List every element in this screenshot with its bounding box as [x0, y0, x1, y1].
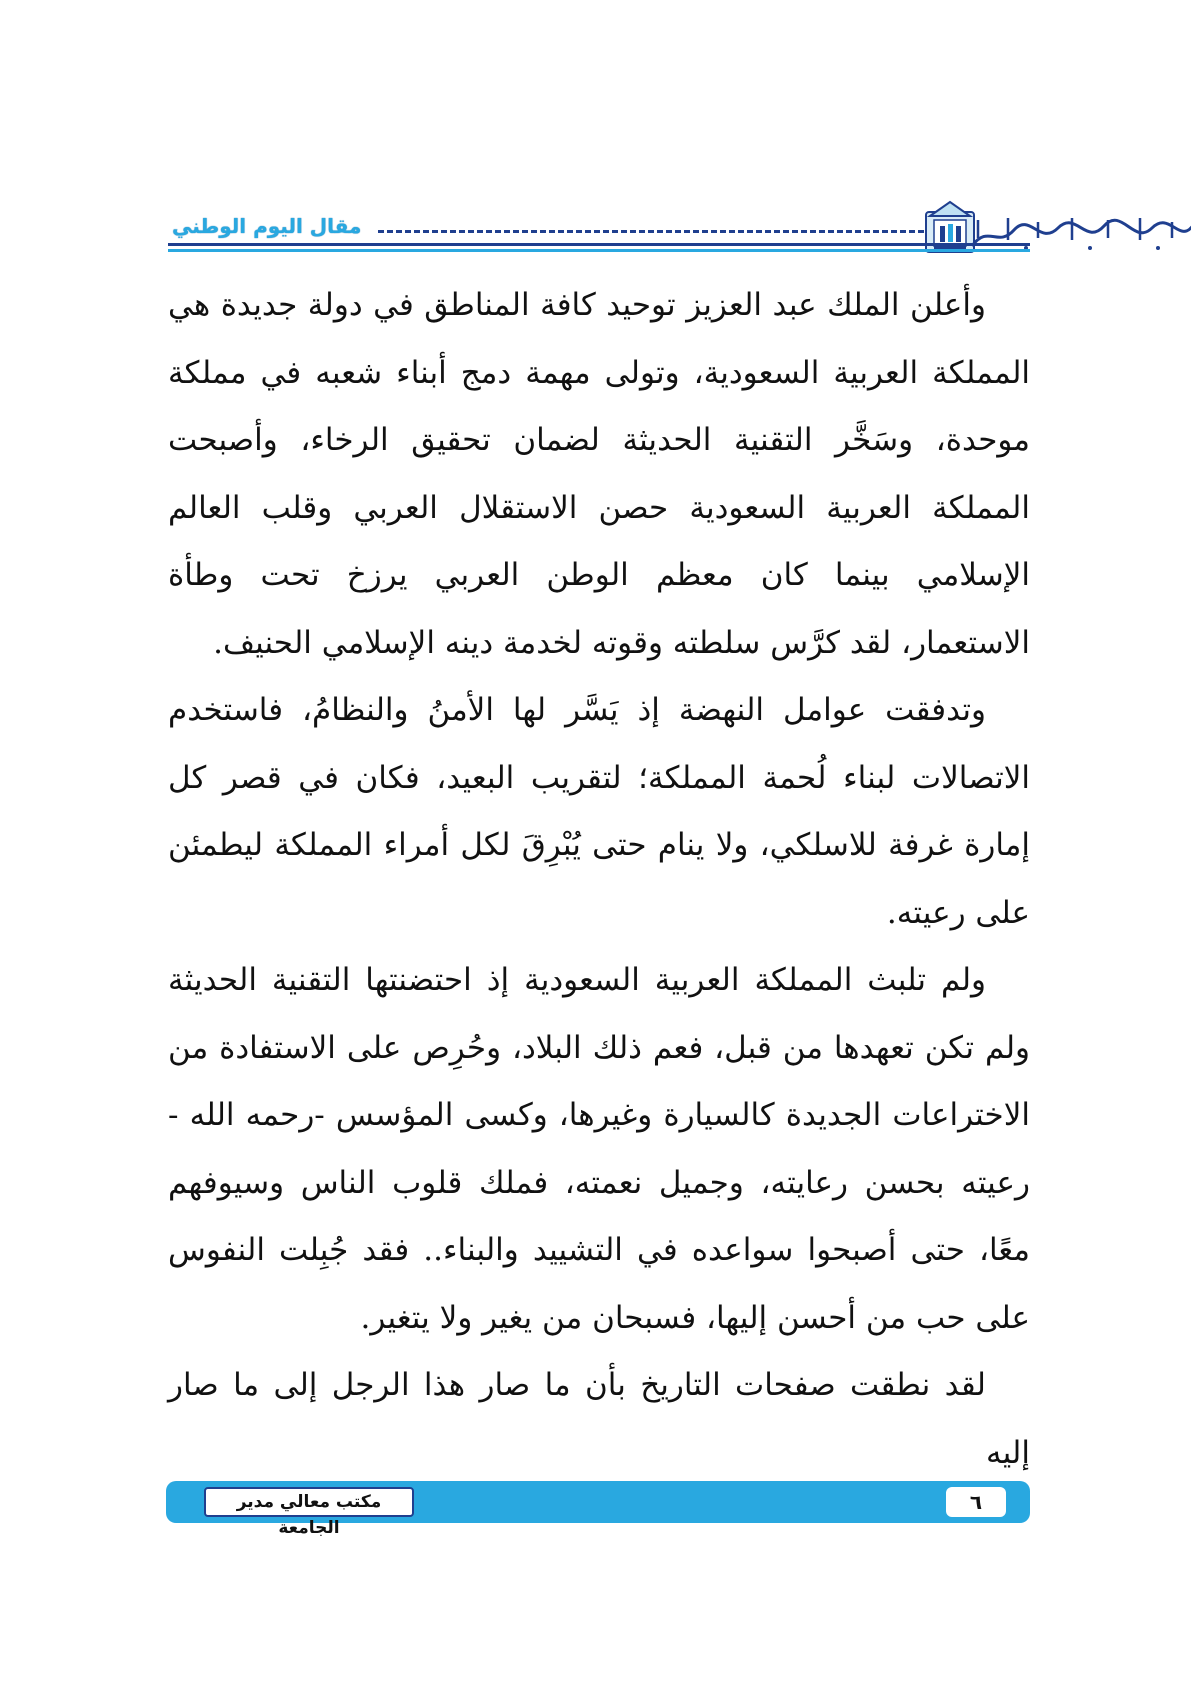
paragraph: لقد نطقت صفحات التاريخ بأن ما صار هذا الرجل إلى ما صار إليه: [168, 1367, 1030, 1471]
article-body: [168, 272, 1030, 1487]
header-title: مقال اليوم الوطني: [172, 214, 362, 238]
paragraph: وتدفقت عوامل النهضة إذ يَسَّر لها الأمنُ والنظامُ، فاستخدم الاتصالات لبناء لُحمة المملكة؛ لتقريب البعيد، فكان في قصر كل إمارة غرفة للاسلكي، ولا ينام حتى يُبْرِقَ لكل أمراء المملكة ليطمئن على رعيته.: [168, 692, 1030, 931]
header-rule-dark: [168, 243, 1030, 246]
university-calligraphy-logo: [968, 216, 1191, 252]
page-footer: [166, 1481, 1030, 1538]
paragraph: ولم تلبث المملكة العربية السعودية إذ احتضنتها التقنية الحديثة ولم تكن تعهدها من قبل، فعم ذلك البلاد، وحُرِص على الاستفادة من الاختراعات الجديدة كالسيارة وغيرها، وكسى المؤسس -رحمه الله - رعيته بحسن رعايته، وجميل نعمته، فملك قلوب الناس وسيوفهم معًا، حتى أصبحوا سواعده في التشييد والبناء.. فقد جُبِلت النفوس على حب من أحسن إليها، فسبحان من يغير ولا يتغير.: [168, 962, 1030, 1336]
paragraph: وأعلن الملك عبد العزيز توحيد كافة المناطق في دولة جديدة هي المملكة العربية السعودية، وتولى مهمة دمج أبناء شعبه في مملكة موحدة، وسَخَّر التقنية الحديثة لضمان تحقيق الرخاء، وأصبحت المملكة العربية السعودية حصن الاستقلال العربي وقلب العالم الإسلامي بينما كان معظم الوطن العربي يرزخ تحت وطأة الاستعمار، لقد كرَّس سلطته وقوته لخدمة دينه الإسلامي الحنيف.: [168, 287, 1030, 661]
page-number: ٦: [946, 1487, 1006, 1517]
header-dashed-rule: [378, 230, 924, 233]
footer-office-label: مكتب معالي مدير الجامعة: [204, 1487, 414, 1517]
header-rule-light: [168, 249, 1030, 252]
page-header: [168, 196, 1030, 258]
